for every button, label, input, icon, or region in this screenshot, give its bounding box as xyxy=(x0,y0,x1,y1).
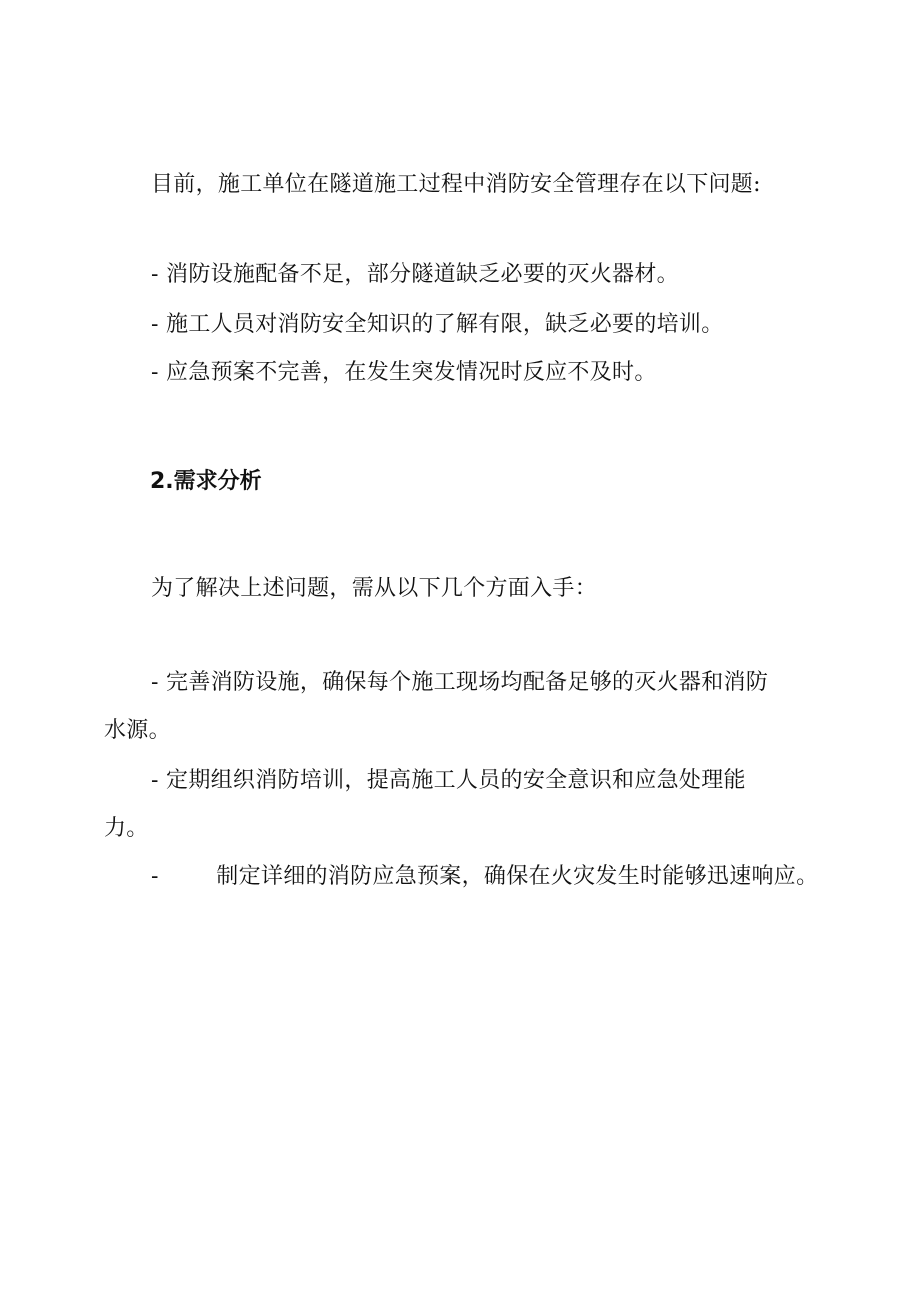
bullet-marker: - xyxy=(151,360,159,385)
need-item xyxy=(151,668,768,698)
problem-item xyxy=(151,260,679,290)
bullet-marker: - xyxy=(151,262,159,287)
problem-item xyxy=(151,310,724,340)
need-item xyxy=(151,766,746,796)
bullet-marker: - xyxy=(151,864,159,889)
section-heading: 2.需求分析 xyxy=(150,469,262,494)
need-text: 制定详细的消防应急预案，确保在火灾发生时能够迅速响应。 xyxy=(216,864,819,889)
need-text: 定期组织消防培训，提高施工人员的安全意识和应急处理能 xyxy=(166,768,746,793)
problem-text: 消防设施配备不足，部分隧道缺乏必要的灭火器材。 xyxy=(166,262,679,287)
problem-text: 应急预案不完善，在发生突发情况时反应不及时。 xyxy=(166,360,657,385)
section-intro-paragraph: 为了解决上述问题，需从以下几个方面入手： xyxy=(151,576,598,601)
bullet-marker: - xyxy=(151,768,159,793)
need-item-continuation: 力。 xyxy=(104,816,149,841)
intro-paragraph: 目前，施工单位在隧道施工过程中消防安全管理存在以下问题: xyxy=(151,172,761,197)
bullet-marker: - xyxy=(151,312,159,337)
problem-text: 施工人员对消防安全知识的了解有限，缺乏必要的培训。 xyxy=(166,312,724,337)
need-text: 完善消防设施，确保每个施工现场均配备足够的灭火器和消防 xyxy=(166,670,769,695)
need-item xyxy=(151,862,818,892)
problem-item xyxy=(151,358,657,388)
bullet-marker: - xyxy=(151,670,159,695)
need-item-continuation: 水源。 xyxy=(104,718,171,743)
